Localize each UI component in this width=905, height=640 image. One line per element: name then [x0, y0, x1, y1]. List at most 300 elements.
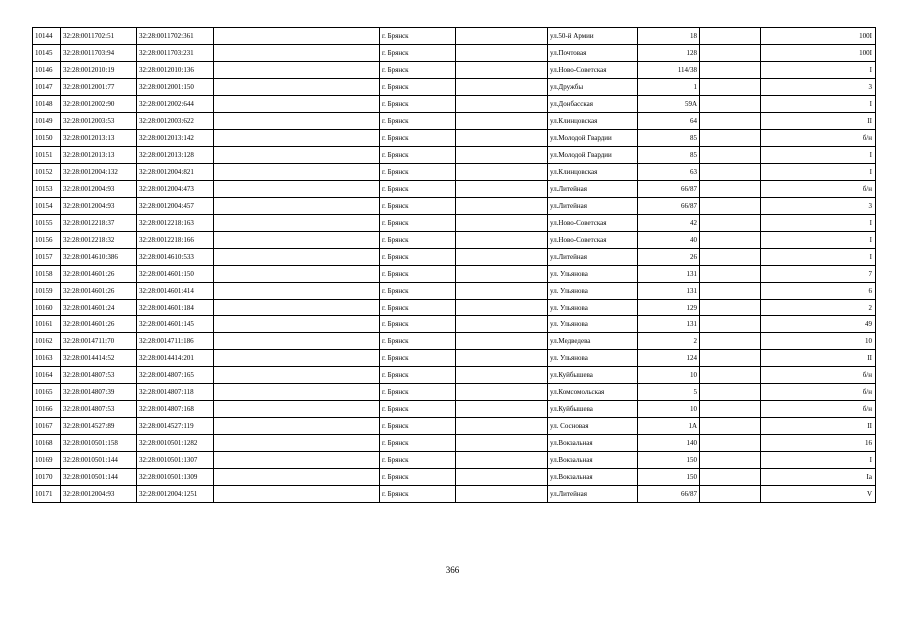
table-row [33, 95, 876, 112]
cell-street: ул.Литейная [548, 248, 638, 265]
cell-street: ул.50-й Армии [548, 28, 638, 45]
cell-city: г. Брянск [380, 452, 456, 469]
cell-district [456, 197, 548, 214]
cell-city: г. Брянск [380, 265, 456, 282]
cell-district [456, 452, 548, 469]
cell-room: I [761, 163, 876, 180]
cell-room: 2 [761, 299, 876, 316]
cell-record-number: 10150 [33, 129, 61, 146]
cell-house: 131 [638, 265, 700, 282]
cell-room: б/н [761, 401, 876, 418]
cell-house: 85 [638, 146, 700, 163]
cell-parcel-number: 32:28:0014711:70 [61, 333, 137, 350]
cell-room: II [761, 112, 876, 129]
cell-name [214, 163, 380, 180]
cell-room: I [761, 231, 876, 248]
cell-city: г. Брянск [380, 367, 456, 384]
cell-house: 140 [638, 435, 700, 452]
cell-parcel-number: 32:28:0011703:94 [61, 44, 137, 61]
cell-street: ул.Молодой Гвардии [548, 129, 638, 146]
cell-building-number: 32:28:0012004:473 [137, 180, 214, 197]
cell-record-number: 10155 [33, 214, 61, 231]
cell-district [456, 418, 548, 435]
cell-name [214, 316, 380, 333]
cell-room: I [761, 146, 876, 163]
cell-room: I [761, 248, 876, 265]
table-row [33, 384, 876, 401]
cell-parcel-number: 32:28:0014807:53 [61, 367, 137, 384]
cell-parcel-number: 32:28:0014610:386 [61, 248, 137, 265]
cell-name [214, 486, 380, 503]
cell-record-number: 10164 [33, 367, 61, 384]
cell-parcel-number: 32:28:0014601:26 [61, 316, 137, 333]
cell-room: Ia [761, 469, 876, 486]
cell-name [214, 231, 380, 248]
cell-parcel-number: 32:28:0012002:90 [61, 95, 137, 112]
table-row [33, 452, 876, 469]
cell-house: 59А [638, 95, 700, 112]
cell-building-number: 32:28:0014711:186 [137, 333, 214, 350]
cell-building [700, 197, 761, 214]
cell-name [214, 28, 380, 45]
cell-parcel-number: 32:28:0014601:26 [61, 282, 137, 299]
cell-building [700, 401, 761, 418]
cell-city: г. Брянск [380, 214, 456, 231]
cell-record-number: 10149 [33, 112, 61, 129]
cell-room: 3 [761, 197, 876, 214]
cell-building [700, 469, 761, 486]
cell-house: 2 [638, 333, 700, 350]
cell-house: 150 [638, 469, 700, 486]
cell-district [456, 112, 548, 129]
table-row [33, 44, 876, 61]
cell-name [214, 333, 380, 350]
cell-building [700, 214, 761, 231]
cell-city: г. Брянск [380, 316, 456, 333]
cell-district [456, 350, 548, 367]
cell-parcel-number: 32:28:0012013:13 [61, 146, 137, 163]
cell-street: ул. Ульянова [548, 265, 638, 282]
cell-building-number: 32:28:0011703:231 [137, 44, 214, 61]
cell-district [456, 129, 548, 146]
cell-name [214, 469, 380, 486]
cell-building-number: 32:28:0010501:1282 [137, 435, 214, 452]
cell-parcel-number: 32:28:0014527:89 [61, 418, 137, 435]
cell-street: ул.Ново-Советская [548, 231, 638, 248]
cell-district [456, 163, 548, 180]
cell-record-number: 10145 [33, 44, 61, 61]
cell-building [700, 112, 761, 129]
cell-street: ул.Клинцовская [548, 112, 638, 129]
cell-street: ул. Сосновая [548, 418, 638, 435]
cell-room: б/н [761, 384, 876, 401]
cell-building [700, 350, 761, 367]
cell-record-number: 10152 [33, 163, 61, 180]
cell-record-number: 10167 [33, 418, 61, 435]
cell-district [456, 231, 548, 248]
cell-house: 1 [638, 78, 700, 95]
cell-building [700, 231, 761, 248]
cell-district [456, 367, 548, 384]
cell-name [214, 44, 380, 61]
cell-street: ул. Ульянова [548, 350, 638, 367]
cell-room: б/н [761, 367, 876, 384]
cell-street: ул.Почтовая [548, 44, 638, 61]
cell-name [214, 367, 380, 384]
cell-district [456, 299, 548, 316]
cell-name [214, 350, 380, 367]
cell-name [214, 435, 380, 452]
cell-name [214, 61, 380, 78]
cell-district [456, 469, 548, 486]
cell-record-number: 10157 [33, 248, 61, 265]
table-row [33, 129, 876, 146]
table-row [33, 265, 876, 282]
cell-parcel-number: 32:28:0014807:39 [61, 384, 137, 401]
cell-name [214, 452, 380, 469]
cell-house: 5 [638, 384, 700, 401]
cell-district [456, 282, 548, 299]
table-row [33, 316, 876, 333]
cell-record-number: 10166 [33, 401, 61, 418]
table-row [33, 231, 876, 248]
table-row [33, 214, 876, 231]
cell-house: 131 [638, 282, 700, 299]
cell-building-number: 32:28:0012218:166 [137, 231, 214, 248]
table-row [33, 28, 876, 45]
cell-building [700, 384, 761, 401]
cell-building-number: 32:28:0012013:128 [137, 146, 214, 163]
cell-street: ул.Ново-Советская [548, 214, 638, 231]
cell-city: г. Брянск [380, 95, 456, 112]
cell-room: II [761, 350, 876, 367]
cell-room: 3 [761, 78, 876, 95]
cell-city: г. Брянск [380, 282, 456, 299]
page-number: 366 [445, 565, 460, 575]
table-row [33, 418, 876, 435]
table-row [33, 282, 876, 299]
table-row [33, 180, 876, 197]
cell-parcel-number: 32:28:0012013:13 [61, 129, 137, 146]
cell-city: г. Брянск [380, 401, 456, 418]
cell-house: 18 [638, 28, 700, 45]
cell-room: б/н [761, 180, 876, 197]
cell-district [456, 28, 548, 45]
cell-district [456, 384, 548, 401]
cell-building-number: 32:28:0014601:184 [137, 299, 214, 316]
cell-record-number: 10146 [33, 61, 61, 78]
cell-name [214, 248, 380, 265]
cell-street: ул.Ново-Советская [548, 61, 638, 78]
cell-name [214, 112, 380, 129]
cell-building [700, 44, 761, 61]
cell-city: г. Брянск [380, 163, 456, 180]
cell-city: г. Брянск [380, 248, 456, 265]
cell-building-number: 32:28:0012004:1251 [137, 486, 214, 503]
cell-street: ул.Литейная [548, 197, 638, 214]
cell-building [700, 28, 761, 45]
cell-house: 26 [638, 248, 700, 265]
cell-room: 10 [761, 333, 876, 350]
cell-room: 100I [761, 44, 876, 61]
cell-building-number: 32:28:0014807:165 [137, 367, 214, 384]
cell-name [214, 282, 380, 299]
cell-record-number: 10151 [33, 146, 61, 163]
cell-city: г. Брянск [380, 350, 456, 367]
cell-house: 42 [638, 214, 700, 231]
cell-street: ул.Вокзальная [548, 452, 638, 469]
cell-city: г. Брянск [380, 435, 456, 452]
cell-house: 128 [638, 44, 700, 61]
cell-street: ул.Куйбышева [548, 367, 638, 384]
cell-name [214, 418, 380, 435]
cell-parcel-number: 32:28:0012010:19 [61, 61, 137, 78]
cell-record-number: 10156 [33, 231, 61, 248]
cell-house: 131 [638, 316, 700, 333]
cell-building-number: 32:28:0014414:201 [137, 350, 214, 367]
cell-district [456, 78, 548, 95]
cell-district [456, 61, 548, 78]
cell-record-number: 10158 [33, 265, 61, 282]
cell-room: I [761, 61, 876, 78]
cell-building [700, 452, 761, 469]
cell-building [700, 333, 761, 350]
cell-street: ул.Литейная [548, 180, 638, 197]
cell-building-number: 32:28:0012010:136 [137, 61, 214, 78]
cell-street: ул.Клинцовская [548, 163, 638, 180]
cell-city: г. Брянск [380, 299, 456, 316]
cell-building [700, 146, 761, 163]
cell-room: 16 [761, 435, 876, 452]
table-row [33, 401, 876, 418]
cell-record-number: 10163 [33, 350, 61, 367]
cell-district [456, 248, 548, 265]
cell-building [700, 61, 761, 78]
table-row [33, 112, 876, 129]
cell-city: г. Брянск [380, 112, 456, 129]
cell-room: I [761, 214, 876, 231]
cell-district [456, 44, 548, 61]
cell-city: г. Брянск [380, 469, 456, 486]
cell-parcel-number: 32:28:0012001:77 [61, 78, 137, 95]
table-row [33, 146, 876, 163]
cell-street: ул.Литейная [548, 486, 638, 503]
cell-street: ул. Ульянова [548, 299, 638, 316]
cell-district [456, 333, 548, 350]
cell-city: г. Брянск [380, 197, 456, 214]
cell-name [214, 401, 380, 418]
cell-name [214, 265, 380, 282]
cell-building-number: 32:28:0011702:361 [137, 28, 214, 45]
cell-record-number: 10160 [33, 299, 61, 316]
cell-district [456, 214, 548, 231]
cell-building-number: 32:28:0014610:533 [137, 248, 214, 265]
cell-name [214, 78, 380, 95]
cell-district [456, 435, 548, 452]
cell-building-number: 32:28:0014601:414 [137, 282, 214, 299]
cell-parcel-number: 32:28:0012004:93 [61, 197, 137, 214]
cell-record-number: 10170 [33, 469, 61, 486]
cell-name [214, 95, 380, 112]
cell-street: ул.Комсомольская [548, 384, 638, 401]
cell-city: г. Брянск [380, 231, 456, 248]
cell-city: г. Брянск [380, 28, 456, 45]
cell-city: г. Брянск [380, 129, 456, 146]
cell-record-number: 10161 [33, 316, 61, 333]
cell-building-number: 32:28:0010501:1309 [137, 469, 214, 486]
cell-building [700, 418, 761, 435]
cell-building-number: 32:28:0012004:821 [137, 163, 214, 180]
cell-district [456, 95, 548, 112]
cell-district [456, 180, 548, 197]
cell-building [700, 367, 761, 384]
cell-district [456, 401, 548, 418]
cell-parcel-number: 32:28:0014414:52 [61, 350, 137, 367]
cell-district [456, 316, 548, 333]
table-row [33, 299, 876, 316]
cell-parcel-number: 32:28:0010501:158 [61, 435, 137, 452]
cell-record-number: 10169 [33, 452, 61, 469]
table-row [33, 163, 876, 180]
cell-street: ул.Молодой Гвардии [548, 146, 638, 163]
cell-building-number: 32:28:0014601:145 [137, 316, 214, 333]
cell-name [214, 129, 380, 146]
cell-building-number: 32:28:0014527:119 [137, 418, 214, 435]
cell-city: г. Брянск [380, 78, 456, 95]
cell-street: ул.Вокзальная [548, 435, 638, 452]
cell-street: ул.Дружбы [548, 78, 638, 95]
cell-record-number: 10168 [33, 435, 61, 452]
cell-building-number: 32:28:0014807:168 [137, 401, 214, 418]
cell-name [214, 299, 380, 316]
table-row [33, 197, 876, 214]
cell-building-number: 32:28:0014807:118 [137, 384, 214, 401]
cell-parcel-number: 32:28:0012003:53 [61, 112, 137, 129]
cell-building-number: 32:28:0010501:1307 [137, 452, 214, 469]
table-row [33, 367, 876, 384]
cell-building-number: 32:28:0012013:142 [137, 129, 214, 146]
cell-building-number: 32:28:0014601:150 [137, 265, 214, 282]
cell-parcel-number: 32:28:0014601:26 [61, 265, 137, 282]
cell-record-number: 10144 [33, 28, 61, 45]
cell-building-number: 32:28:0012218:163 [137, 214, 214, 231]
cell-building [700, 282, 761, 299]
cell-building [700, 486, 761, 503]
cell-house: 10 [638, 401, 700, 418]
cell-room: 49 [761, 316, 876, 333]
cell-building [700, 299, 761, 316]
cell-building-number: 32:28:0012003:622 [137, 112, 214, 129]
cell-district [456, 146, 548, 163]
registry-table [32, 27, 876, 503]
cell-record-number: 10159 [33, 282, 61, 299]
cell-parcel-number: 32:28:0011702:51 [61, 28, 137, 45]
cell-house: 129 [638, 299, 700, 316]
cell-building-number: 32:28:0012001:150 [137, 78, 214, 95]
cell-house: 66/87 [638, 197, 700, 214]
cell-record-number: 10148 [33, 95, 61, 112]
cell-street: ул.Куйбышева [548, 401, 638, 418]
cell-street: ул.Вокзальная [548, 469, 638, 486]
cell-house: 66/87 [638, 486, 700, 503]
cell-building [700, 180, 761, 197]
cell-building [700, 316, 761, 333]
cell-record-number: 10147 [33, 78, 61, 95]
cell-building [700, 163, 761, 180]
cell-house: 10 [638, 367, 700, 384]
cell-record-number: 10165 [33, 384, 61, 401]
cell-house: 63 [638, 163, 700, 180]
cell-parcel-number: 32:28:0012004:132 [61, 163, 137, 180]
cell-room: I [761, 95, 876, 112]
cell-room: I [761, 452, 876, 469]
table-row [33, 435, 876, 452]
cell-house: 124 [638, 350, 700, 367]
cell-city: г. Брянск [380, 44, 456, 61]
cell-name [214, 146, 380, 163]
table-row [33, 469, 876, 486]
cell-house: 1А [638, 418, 700, 435]
cell-city: г. Брянск [380, 486, 456, 503]
cell-street: ул. Ульянова [548, 316, 638, 333]
cell-street: ул.Медведева [548, 333, 638, 350]
cell-district [456, 265, 548, 282]
cell-building [700, 129, 761, 146]
cell-room: 6 [761, 282, 876, 299]
cell-district [456, 486, 548, 503]
cell-parcel-number: 32:28:0012218:37 [61, 214, 137, 231]
cell-parcel-number: 32:28:0014807:53 [61, 401, 137, 418]
cell-parcel-number: 32:28:0010501:144 [61, 469, 137, 486]
table-row [33, 486, 876, 503]
cell-city: г. Брянск [380, 333, 456, 350]
cell-name [214, 197, 380, 214]
cell-building [700, 435, 761, 452]
cell-parcel-number: 32:28:0012218:32 [61, 231, 137, 248]
cell-record-number: 10153 [33, 180, 61, 197]
cell-house: 64 [638, 112, 700, 129]
cell-record-number: 10154 [33, 197, 61, 214]
cell-building-number: 32:28:0012002:644 [137, 95, 214, 112]
cell-city: г. Брянск [380, 146, 456, 163]
cell-building-number: 32:28:0012004:457 [137, 197, 214, 214]
cell-room: 100I [761, 28, 876, 45]
cell-record-number: 10171 [33, 486, 61, 503]
cell-city: г. Брянск [380, 384, 456, 401]
cell-parcel-number: 32:28:0012004:93 [61, 486, 137, 503]
cell-name [214, 384, 380, 401]
cell-city: г. Брянск [380, 418, 456, 435]
cell-house: 66/87 [638, 180, 700, 197]
table-row [33, 350, 876, 367]
cell-house: 85 [638, 129, 700, 146]
cell-name [214, 214, 380, 231]
cell-city: г. Брянск [380, 180, 456, 197]
cell-house: 150 [638, 452, 700, 469]
cell-city: г. Брянск [380, 61, 456, 78]
cell-record-number: 10162 [33, 333, 61, 350]
cell-building [700, 248, 761, 265]
cell-street: ул.Донбасская [548, 95, 638, 112]
cell-name [214, 180, 380, 197]
table-row [33, 333, 876, 350]
cell-room: б/н [761, 129, 876, 146]
cell-parcel-number: 32:28:0012004:93 [61, 180, 137, 197]
table-body [33, 28, 876, 503]
cell-building [700, 265, 761, 282]
cell-room: II [761, 418, 876, 435]
cell-street: ул. Ульянова [548, 282, 638, 299]
